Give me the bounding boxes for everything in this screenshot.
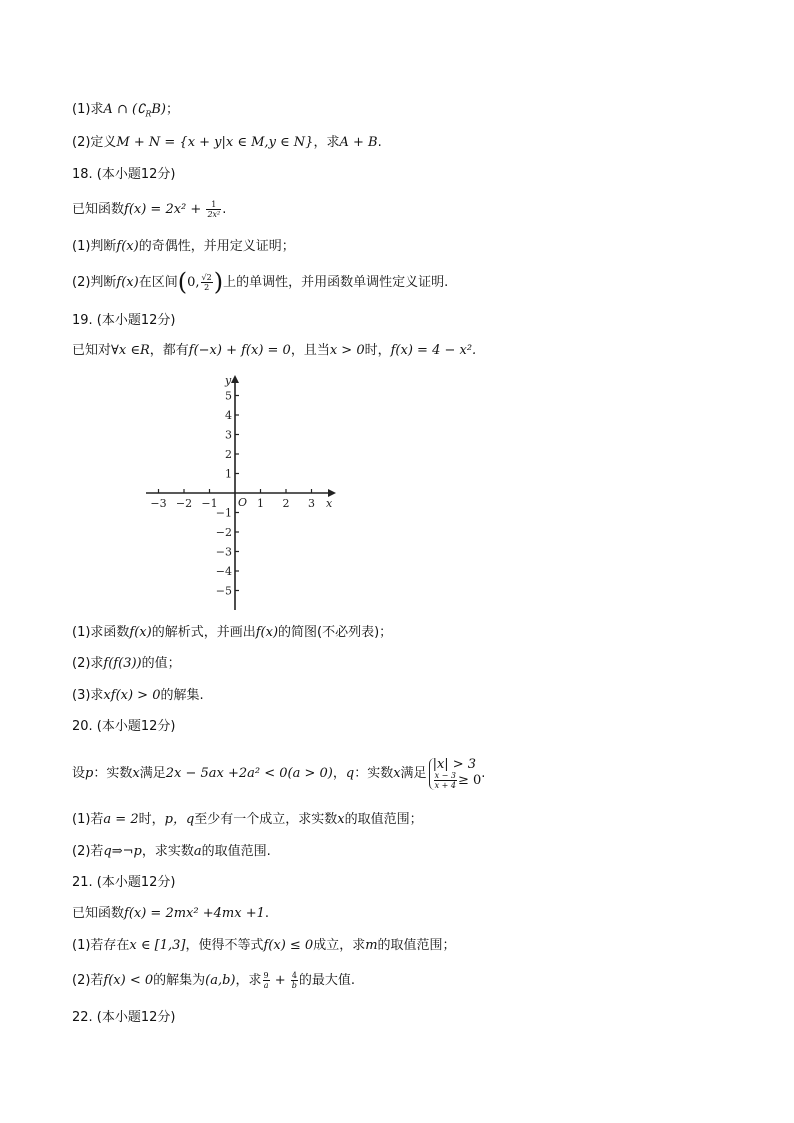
q20-heading xyxy=(72,718,176,736)
math: a = 2 xyxy=(103,812,139,827)
y-tick-label: −4 xyxy=(215,565,232,578)
math: x xyxy=(337,812,345,827)
q19-part2 xyxy=(72,655,181,673)
frac-num: 1 xyxy=(206,200,221,210)
q17-part1 xyxy=(72,101,179,124)
x-axis-label: x xyxy=(326,497,333,510)
text: 的简图(不必列表)； xyxy=(278,625,393,640)
q19-stem xyxy=(72,342,476,360)
text: 的取值范围； xyxy=(344,812,423,827)
text: 成立，求 xyxy=(313,938,366,953)
fraction xyxy=(206,200,221,219)
text: ：实数 xyxy=(93,766,133,781)
math: x xyxy=(132,766,140,781)
text: 已知函数 xyxy=(72,906,125,921)
y-axis-label: y xyxy=(225,374,232,387)
math: 2x − 5ax +2a² < 0(a > 0) xyxy=(165,766,333,781)
text: (2)判断 xyxy=(72,275,117,290)
text: ：实数 xyxy=(354,766,394,781)
text: 的解集为 xyxy=(153,973,206,988)
y-tick-label: 5 xyxy=(225,389,232,403)
frac-den: b xyxy=(291,981,297,990)
frac-num: x − 3 xyxy=(434,770,456,780)
math: f(x) ≤ 0 xyxy=(263,938,314,953)
text: ，求 xyxy=(313,135,340,150)
text: (2)定义 xyxy=(72,135,117,150)
fraction xyxy=(201,273,213,292)
math: A + B xyxy=(339,135,378,150)
y-axis-arrow xyxy=(231,375,239,383)
y-tick-label: 4 xyxy=(225,409,232,422)
math: M + N = {x + y|x ∈ M,y ∈ N} xyxy=(116,135,314,150)
frac-den: 2x² xyxy=(207,210,221,219)
math: p xyxy=(85,766,94,781)
text: (1)求 xyxy=(72,102,104,117)
text: 已知对 xyxy=(72,343,112,358)
text: 满足 xyxy=(139,766,166,781)
frac-num: 9 xyxy=(263,971,269,980)
q18-heading xyxy=(72,166,176,184)
y-tick-label: 3 xyxy=(225,428,232,442)
fraction xyxy=(291,971,298,990)
text: ，使得不等式 xyxy=(185,938,264,953)
text: 设 xyxy=(72,766,86,781)
text: 19. (本小题12分) xyxy=(72,313,176,328)
text: . xyxy=(481,766,486,781)
math: B) xyxy=(151,102,166,117)
math: 0, xyxy=(187,275,200,290)
math: q⇒¬p xyxy=(103,844,142,859)
frac-den: a xyxy=(263,981,269,990)
math: f(x) xyxy=(116,239,139,254)
text: ，且当 xyxy=(290,343,330,358)
x-tick-label: 1 xyxy=(257,497,264,510)
text: (1)若 xyxy=(72,812,104,827)
math: |x| > 3 xyxy=(432,756,477,772)
text: 20. (本小题12分) xyxy=(72,719,176,734)
text: 时， xyxy=(364,343,391,358)
text: 至少有一个成立，求实数 xyxy=(194,812,338,827)
fraction xyxy=(434,771,457,790)
text: 的取值范围； xyxy=(377,938,456,953)
text: (2)求 xyxy=(72,656,104,671)
q18-part2 xyxy=(72,268,449,296)
text: 已知函数 xyxy=(72,202,125,217)
text: (2)若 xyxy=(72,973,104,988)
text: (1)判断 xyxy=(72,239,117,254)
q20-part1 xyxy=(72,811,423,829)
math: f(−x) + f(x) = 0 xyxy=(188,343,291,358)
math: x ∈ [1,3] xyxy=(129,938,186,953)
q21-part2 xyxy=(72,971,355,990)
math: f(x) xyxy=(255,625,279,640)
frac-den: x + 4 xyxy=(434,780,456,790)
text: 上的单调性，并用函数单调性定义证明. xyxy=(223,275,449,290)
text: 满足 xyxy=(400,766,427,781)
fraction xyxy=(263,971,270,990)
math: xf(x) > 0 xyxy=(103,688,161,703)
math: f(x) < 0 xyxy=(103,973,154,988)
q17-part2 xyxy=(72,134,382,152)
x-tick-label: −2 xyxy=(175,497,193,510)
math: f(x) = 4 − x². xyxy=(390,343,477,358)
q18-stem xyxy=(72,200,226,219)
text: . xyxy=(222,202,227,217)
math: + xyxy=(270,973,290,988)
text: 21. (本小题12分) xyxy=(72,875,176,890)
y-tick-label: −5 xyxy=(215,584,232,598)
text: ，求实数 xyxy=(141,844,194,859)
text: ； xyxy=(165,102,179,117)
text: 的取值范围. xyxy=(201,844,271,859)
text: 的奇偶性，并用定义证明； xyxy=(138,239,295,254)
y-tick-label: 1 xyxy=(225,467,232,481)
q20-stem xyxy=(72,754,485,794)
math: ∀x ∈R xyxy=(111,343,150,358)
text: 的解析式，并画出 xyxy=(151,625,256,640)
origin-label: O xyxy=(238,496,248,509)
x-axis-arrow xyxy=(328,489,336,497)
text: 18. (本小题12分) xyxy=(72,167,176,182)
q19-part3 xyxy=(72,687,204,705)
text: ， xyxy=(332,766,346,781)
coordinate-axes-figure xyxy=(140,372,340,612)
math: q xyxy=(345,766,355,781)
text: 时， xyxy=(138,812,165,827)
math: f(f(3)) xyxy=(103,656,142,671)
x-tick-label: 3 xyxy=(308,497,315,510)
text: (2)若 xyxy=(72,844,104,859)
math: f(x) = 2mx² +4mx +1 xyxy=(124,906,265,921)
text: (3)求 xyxy=(72,688,104,703)
frac-num: √2 xyxy=(201,273,212,282)
math: x > 0 xyxy=(329,343,365,358)
math: p，q xyxy=(164,812,195,827)
math-sub: R xyxy=(145,109,152,119)
y-tick-label: −1 xyxy=(215,506,232,520)
text: 的最大值. xyxy=(298,973,356,988)
x-tick-label: −1 xyxy=(201,497,218,510)
math: x xyxy=(393,766,401,781)
math: f(x) xyxy=(129,625,152,640)
text: 22. (本小题12分) xyxy=(72,1010,176,1025)
math: f(x) = 2x² + xyxy=(124,202,206,217)
frac-den: 2 xyxy=(204,283,210,292)
text: (1)若存在 xyxy=(72,938,130,953)
q21-part1 xyxy=(72,937,456,955)
q19-part1 xyxy=(72,624,392,642)
system-of-inequalities xyxy=(429,758,482,790)
q18-part1 xyxy=(72,238,295,256)
text: . xyxy=(377,135,382,150)
paren: ( xyxy=(177,268,188,296)
x-tick-label: 2 xyxy=(282,497,290,510)
q22-heading xyxy=(72,1009,176,1027)
y-tick-label: −3 xyxy=(215,545,232,559)
paren: ) xyxy=(213,268,224,296)
frac-num: 4 xyxy=(291,971,297,980)
q19-heading xyxy=(72,312,176,330)
x-tick-label: −3 xyxy=(150,497,167,510)
text: 的解集. xyxy=(160,688,204,703)
text: 在区间 xyxy=(138,275,178,290)
math: A ∩ (∁ xyxy=(103,102,146,117)
y-tick-label: 2 xyxy=(225,448,232,461)
text: (1)求函数 xyxy=(72,625,130,640)
math: f(x) xyxy=(116,275,139,290)
math: a xyxy=(193,844,202,859)
q20-part2 xyxy=(72,843,271,861)
text: ，求 xyxy=(235,973,262,988)
text: . xyxy=(264,906,269,921)
q21-heading xyxy=(72,874,176,892)
q21-stem xyxy=(72,905,269,923)
math: (a,b) xyxy=(205,973,236,988)
math: m xyxy=(365,938,378,953)
text: ，都有 xyxy=(149,343,189,358)
y-tick-label: −2 xyxy=(215,526,232,539)
text: 的值； xyxy=(141,656,181,671)
math: ≥ 0 xyxy=(457,772,482,788)
